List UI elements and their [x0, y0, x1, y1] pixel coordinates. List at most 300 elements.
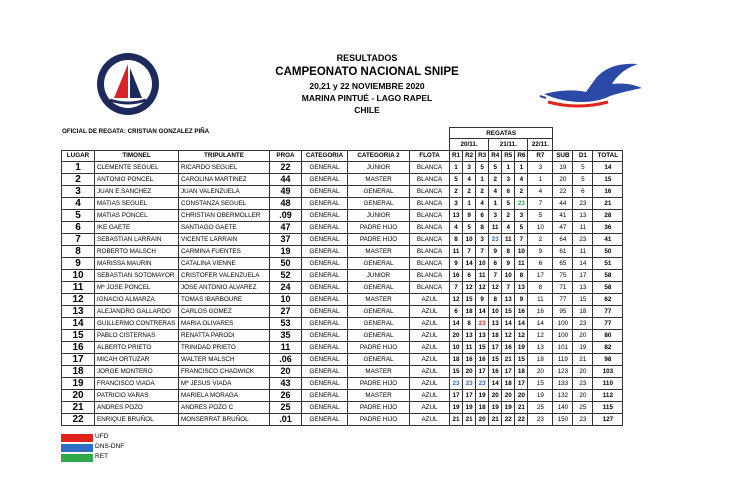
- table-cell: PADRE HIJO: [348, 341, 410, 353]
- table-cell: CARLOS GOMEZ: [179, 305, 270, 317]
- table-cell: 3: [62, 185, 95, 197]
- table-cell: FRANCISCO CHADWICK: [179, 365, 270, 377]
- table-cell: 14: [593, 161, 623, 173]
- table-cell: 10: [476, 257, 489, 269]
- table-cell: 28: [593, 209, 623, 221]
- table-cell: 16: [502, 341, 515, 353]
- table-cell: 23: [463, 377, 476, 389]
- table-cell: 3: [515, 209, 528, 221]
- table-cell: 3: [528, 161, 553, 173]
- table-cell: 23: [515, 197, 528, 209]
- table-cell: GENERAL: [302, 401, 348, 413]
- table-cell: 11: [515, 257, 528, 269]
- table-cell: 16: [528, 305, 553, 317]
- table-cell: 14: [502, 317, 515, 329]
- table-cell: 10: [270, 293, 302, 305]
- table-cell: 23: [489, 233, 502, 245]
- table-cell: 14: [528, 317, 553, 329]
- table-cell: 6: [62, 221, 95, 233]
- table-cell: 10: [450, 341, 463, 353]
- table-cell: 21: [502, 353, 515, 365]
- table-cell: TRINIDAD PRIETO: [179, 341, 270, 353]
- table-cell: AZUL: [410, 389, 450, 401]
- table-cell: 82: [593, 341, 623, 353]
- table-cell: GENERAL: [302, 377, 348, 389]
- table-cell: GENERAL: [302, 185, 348, 197]
- table-cell: PATRICIO VARAS: [95, 389, 179, 401]
- table-cell: 100: [553, 317, 573, 329]
- table-cell: 21: [489, 413, 502, 425]
- legend-label: UFD: [95, 433, 109, 440]
- column-header: SUB: [553, 150, 573, 161]
- table-cell: 8: [502, 245, 515, 257]
- table-cell: 6: [502, 185, 515, 197]
- event-dates: 20,21 y 22 NOVIEMBRE 2020: [309, 81, 425, 91]
- table-cell: 50: [593, 245, 623, 257]
- table-cell: Mª JESUS VIADA: [179, 377, 270, 389]
- table-cell: 9: [515, 293, 528, 305]
- table-cell: 15: [450, 365, 463, 377]
- table-cell: 1: [489, 197, 502, 209]
- table-cell: 13: [502, 293, 515, 305]
- table-cell: 5: [515, 221, 528, 233]
- table-row: [62, 413, 623, 425]
- table-cell: AZUL: [410, 317, 450, 329]
- table-cell: 5: [450, 173, 463, 185]
- table-cell: 14: [476, 305, 489, 317]
- table-cell: JUAN VALENZUELA: [179, 185, 270, 197]
- bird-logo: [538, 58, 646, 114]
- table-cell: 3: [463, 161, 476, 173]
- table-cell: 19: [515, 341, 528, 353]
- table-cell: 35: [270, 329, 302, 341]
- table-cell: 9: [502, 257, 515, 269]
- table-cell: 26: [270, 389, 302, 401]
- table-cell: 1: [528, 173, 553, 185]
- date-header: 22/11.: [528, 139, 553, 150]
- table-cell: 15: [476, 341, 489, 353]
- table-cell: 14: [463, 257, 476, 269]
- table-cell: 1: [62, 161, 95, 173]
- table-cell: 8: [476, 221, 489, 233]
- race-officer: OFICIAL DE REGATA: CRISTIAN GONZALEZ PIÑA: [62, 128, 210, 135]
- table-cell: 10: [489, 305, 502, 317]
- table-cell: GENERAL: [302, 413, 348, 425]
- table-cell: 9: [62, 257, 95, 269]
- table-cell: ANDRES POZO C: [179, 401, 270, 413]
- table-cell: 19: [528, 389, 553, 401]
- table-cell: 16: [515, 305, 528, 317]
- table-cell: 22: [270, 161, 302, 173]
- table-cell: GENERAL: [302, 317, 348, 329]
- table-cell: GENERAL: [302, 209, 348, 221]
- table-cell: 20: [528, 365, 553, 377]
- table-row: [62, 221, 623, 233]
- table-cell: 20: [573, 329, 593, 341]
- table-cell: 58: [593, 281, 623, 293]
- table-cell: .01: [270, 413, 302, 425]
- table-cell: WALTER MALSCH: [179, 353, 270, 365]
- table-cell: BLANCA: [410, 173, 450, 185]
- table-cell: 21: [450, 413, 463, 425]
- snipe-class-logo: [96, 48, 179, 116]
- table-cell: SEBASTIAN LARRAIN: [95, 233, 179, 245]
- table-cell: 6: [476, 209, 489, 221]
- table-cell: 5: [489, 161, 502, 173]
- table-cell: 5: [476, 161, 489, 173]
- table-cell: 12: [502, 329, 515, 341]
- table-cell: 119: [553, 353, 573, 365]
- table-cell: GENERAL: [348, 317, 410, 329]
- table-cell: 2: [515, 185, 528, 197]
- table-cell: 22: [515, 413, 528, 425]
- column-header: R3: [476, 150, 489, 161]
- table-cell: 2: [450, 185, 463, 197]
- table-cell: 20: [573, 389, 593, 401]
- table-cell: 7: [450, 281, 463, 293]
- regatas-header: REGATAS: [450, 128, 553, 139]
- table-cell: SEBASTIAN SOTOMAYOR: [95, 269, 179, 281]
- table-cell: PADRE HIJO: [348, 413, 410, 425]
- table-cell: 22: [62, 413, 95, 425]
- table-cell: BLANCA: [410, 245, 450, 257]
- table-cell: 65: [553, 257, 573, 269]
- table-cell: 14: [489, 377, 502, 389]
- table-cell: 18: [463, 305, 476, 317]
- table-cell: 4: [502, 221, 515, 233]
- table-cell: 15: [528, 377, 553, 389]
- table-cell: 41: [553, 209, 573, 221]
- table-cell: 11: [270, 341, 302, 353]
- table-cell: 13: [450, 209, 463, 221]
- table-cell: GENERAL: [302, 365, 348, 377]
- table-cell: 18: [502, 377, 515, 389]
- table-cell: GENERAL: [302, 281, 348, 293]
- table-cell: 13: [573, 281, 593, 293]
- legend-label: RET: [95, 453, 108, 460]
- table-cell: 18: [450, 353, 463, 365]
- table-cell: 62: [593, 293, 623, 305]
- table-cell: 77: [553, 293, 573, 305]
- table-cell: 3: [502, 173, 515, 185]
- table-cell: 12: [528, 329, 553, 341]
- table-cell: 100: [553, 329, 573, 341]
- table-cell: 5: [502, 197, 515, 209]
- table-cell: JUAN E.SANCHEZ: [95, 185, 179, 197]
- table-cell: 21: [62, 401, 95, 413]
- table-cell: 17: [450, 389, 463, 401]
- table-cell: 17: [489, 341, 502, 353]
- table-cell: 16: [476, 353, 489, 365]
- table-cell: GENERAL: [348, 197, 410, 209]
- table-cell: 25: [528, 401, 553, 413]
- blank-header: [62, 139, 450, 150]
- table-cell: 18: [489, 329, 502, 341]
- table-cell: 16: [593, 185, 623, 197]
- table-cell: AZUL: [410, 365, 450, 377]
- table-cell: 15: [502, 305, 515, 317]
- table-cell: 23: [476, 317, 489, 329]
- table-cell: 71: [553, 281, 573, 293]
- table-cell: 21: [593, 197, 623, 209]
- table-row: [62, 341, 623, 353]
- table-cell: RENATTA PARODI: [179, 329, 270, 341]
- table-cell: CATALINA VIENNE: [179, 257, 270, 269]
- table-cell: BLANCA: [410, 257, 450, 269]
- table-cell: 23: [573, 317, 593, 329]
- table-cell: 64: [553, 233, 573, 245]
- table-cell: GENERAL: [302, 257, 348, 269]
- table-cell: 2: [62, 173, 95, 185]
- table-cell: PADRE HIJO: [348, 221, 410, 233]
- table-cell: GENERAL: [302, 269, 348, 281]
- table-cell: AZUL: [410, 305, 450, 317]
- table-cell: 22: [553, 185, 573, 197]
- table-cell: 17: [573, 269, 593, 281]
- table-cell: 20: [553, 173, 573, 185]
- table-cell: 103: [593, 365, 623, 377]
- table-cell: GENERAL: [348, 353, 410, 365]
- table-cell: 15: [573, 293, 593, 305]
- column-header: PROA: [270, 150, 302, 161]
- table-cell: BLANCA: [410, 269, 450, 281]
- table-cell: FRANCISCO VIADA: [95, 377, 179, 389]
- column-header: R4: [489, 150, 502, 161]
- table-cell: 115: [593, 401, 623, 413]
- table-row: [62, 353, 623, 365]
- table-cell: 1: [476, 173, 489, 185]
- table-cell: 5: [463, 221, 476, 233]
- table-cell: 8: [450, 233, 463, 245]
- table-cell: 14: [450, 317, 463, 329]
- table-cell: CAROLINA MARTINEZ: [179, 173, 270, 185]
- table-cell: 43: [270, 377, 302, 389]
- table-cell: 20: [476, 413, 489, 425]
- table-cell: 17: [62, 353, 95, 365]
- table-cell: GENERAL: [302, 233, 348, 245]
- table-row: [62, 173, 623, 185]
- table-cell: 13: [489, 317, 502, 329]
- table-cell: 44: [270, 173, 302, 185]
- table-cell: 11: [528, 293, 553, 305]
- table-row: [62, 245, 623, 257]
- table-cell: 11: [573, 221, 593, 233]
- table-cell: 4: [489, 185, 502, 197]
- table-cell: 10: [502, 269, 515, 281]
- table-row: [62, 377, 623, 389]
- table-cell: 4: [528, 185, 553, 197]
- legend-item: [61, 443, 161, 453]
- table-cell: 80: [593, 329, 623, 341]
- table-cell: 2: [476, 185, 489, 197]
- table-cell: VICENTE LARRAIN: [179, 233, 270, 245]
- table-cell: 127: [593, 413, 623, 425]
- table-cell: GENERAL: [348, 185, 410, 197]
- table-cell: BLANCA: [410, 209, 450, 221]
- table-row: [62, 401, 623, 413]
- table-cell: 17: [528, 269, 553, 281]
- table-cell: CHRISTIAN OBERMOLLER: [179, 209, 270, 221]
- table-cell: 13: [476, 329, 489, 341]
- table-cell: 16: [62, 341, 95, 353]
- table-cell: 6: [528, 257, 553, 269]
- table-cell: SANTIAGO GAETE: [179, 221, 270, 233]
- table-row: [62, 329, 623, 341]
- table-cell: TOMAS IBARBOURE: [179, 293, 270, 305]
- table-cell: 19: [450, 401, 463, 413]
- table-cell: AZUL: [410, 377, 450, 389]
- table-cell: 61: [553, 245, 573, 257]
- table-cell: 11: [502, 233, 515, 245]
- table-cell: GUILLERMO CONTRERAS: [95, 317, 179, 329]
- table-cell: BLANCA: [410, 197, 450, 209]
- table-cell: 20: [270, 365, 302, 377]
- table-row: [62, 293, 623, 305]
- table-cell: GENERAL: [302, 197, 348, 209]
- table-cell: 13: [573, 209, 593, 221]
- legend: [61, 433, 161, 463]
- table-cell: 2: [502, 209, 515, 221]
- table-cell: CRISTOFER VALENZUELA: [179, 269, 270, 281]
- table-cell: 9: [450, 257, 463, 269]
- column-header: R7: [528, 150, 553, 161]
- table-cell: 23: [573, 233, 593, 245]
- table-cell: 12: [515, 329, 528, 341]
- table-cell: ENRIQUE BRUÑOL: [95, 413, 179, 425]
- date-header: 20/11.: [450, 139, 489, 150]
- table-cell: 17: [502, 365, 515, 377]
- table-cell: MARISSA MAURIN: [95, 257, 179, 269]
- legend-swatch: [61, 434, 93, 442]
- table-cell: 18: [528, 353, 553, 365]
- table-cell: ALEJANDRO GALLARDO: [95, 305, 179, 317]
- table-cell: 20: [463, 365, 476, 377]
- table-cell: 58: [593, 269, 623, 281]
- table-cell: 10: [528, 221, 553, 233]
- blank-header: [62, 128, 450, 139]
- table-cell: GENERAL: [348, 257, 410, 269]
- table-cell: 15: [463, 293, 476, 305]
- column-header: TOTAL: [593, 150, 623, 161]
- table-cell: 12: [489, 281, 502, 293]
- table-cell: 19: [502, 401, 515, 413]
- table-cell: 21: [573, 353, 593, 365]
- table-cell: MASTER: [348, 365, 410, 377]
- table-cell: 22: [502, 413, 515, 425]
- table-cell: 23: [573, 413, 593, 425]
- table-cell: 4: [450, 221, 463, 233]
- table-cell: 112: [593, 389, 623, 401]
- table-cell: 21: [463, 413, 476, 425]
- table-cell: 17: [476, 365, 489, 377]
- table-cell: 10: [463, 233, 476, 245]
- table-cell: AZUL: [410, 401, 450, 413]
- table-cell: JUNIOR: [348, 269, 410, 281]
- table-cell: 12: [476, 281, 489, 293]
- table-cell: PADRE HIJO: [348, 377, 410, 389]
- table-cell: 25: [573, 401, 593, 413]
- table-cell: 27: [270, 305, 302, 317]
- table-cell: 47: [553, 221, 573, 233]
- table-row: [62, 365, 623, 377]
- table-cell: 11: [463, 341, 476, 353]
- table-cell: GENERAL: [302, 293, 348, 305]
- table-cell: IGNACIO ALMARZA: [95, 293, 179, 305]
- table-cell: GENERAL: [348, 305, 410, 317]
- table-cell: 10: [515, 245, 528, 257]
- table-cell: ROBERTO MALSCH: [95, 245, 179, 257]
- table-cell: 6: [463, 269, 476, 281]
- table-cell: 20: [502, 389, 515, 401]
- table-cell: 16: [463, 353, 476, 365]
- table-cell: Mª JOSE PONCEL: [95, 281, 179, 293]
- column-header: TIMONEL: [95, 150, 179, 161]
- table-cell: AZUL: [410, 413, 450, 425]
- table-row: [62, 161, 623, 173]
- table-cell: GENERAL: [302, 305, 348, 317]
- table-cell: 20: [573, 365, 593, 377]
- table-cell: 23: [476, 377, 489, 389]
- table-cell: 17: [515, 377, 528, 389]
- table-cell: AZUL: [410, 353, 450, 365]
- table-cell: 95: [553, 305, 573, 317]
- table-cell: 6: [450, 305, 463, 317]
- table-cell: 8: [528, 281, 553, 293]
- table-cell: 50: [270, 257, 302, 269]
- table-cell: 98: [593, 353, 623, 365]
- legend-swatch: [61, 444, 93, 452]
- table-cell: 18: [62, 365, 95, 377]
- table-cell: 7: [528, 197, 553, 209]
- table-cell: 25: [270, 401, 302, 413]
- table-cell: RICARDO SEGUEL: [179, 161, 270, 173]
- table-cell: GENERAL: [302, 161, 348, 173]
- table-cell: 7: [476, 245, 489, 257]
- table-cell: GENERAL: [302, 245, 348, 257]
- table-cell: 77: [593, 317, 623, 329]
- table-cell: JUNIOR: [348, 161, 410, 173]
- table-cell: 9: [476, 293, 489, 305]
- table-cell: 13: [463, 329, 476, 341]
- table-cell: BLANCA: [410, 233, 450, 245]
- table-cell: 3: [476, 233, 489, 245]
- table-cell: AZUL: [410, 293, 450, 305]
- event-country: CHILE: [354, 105, 380, 115]
- table-cell: 7: [502, 281, 515, 293]
- table-cell: MICAH ORTUZAR: [95, 353, 179, 365]
- table-cell: 16: [450, 269, 463, 281]
- table-cell: 5: [573, 161, 593, 173]
- table-cell: 11: [489, 221, 502, 233]
- table-cell: 4: [476, 197, 489, 209]
- table-cell: 48: [270, 197, 302, 209]
- table-cell: 12: [450, 293, 463, 305]
- table-cell: 5: [528, 209, 553, 221]
- table-cell: 1: [502, 161, 515, 173]
- table-cell: MASTER: [348, 293, 410, 305]
- table-cell: AZUL: [410, 341, 450, 353]
- table-cell: 1: [450, 161, 463, 173]
- table-cell: 123: [553, 365, 573, 377]
- table-cell: BLANCA: [410, 185, 450, 197]
- column-header: CATEGORIA: [302, 150, 348, 161]
- column-header: LUGAR: [62, 150, 95, 161]
- column-header: R1: [450, 150, 463, 161]
- table-cell: 75: [553, 269, 573, 281]
- table-cell: PADRE HIJO: [348, 233, 410, 245]
- table-cell: 9: [528, 245, 553, 257]
- table-cell: 6: [489, 257, 502, 269]
